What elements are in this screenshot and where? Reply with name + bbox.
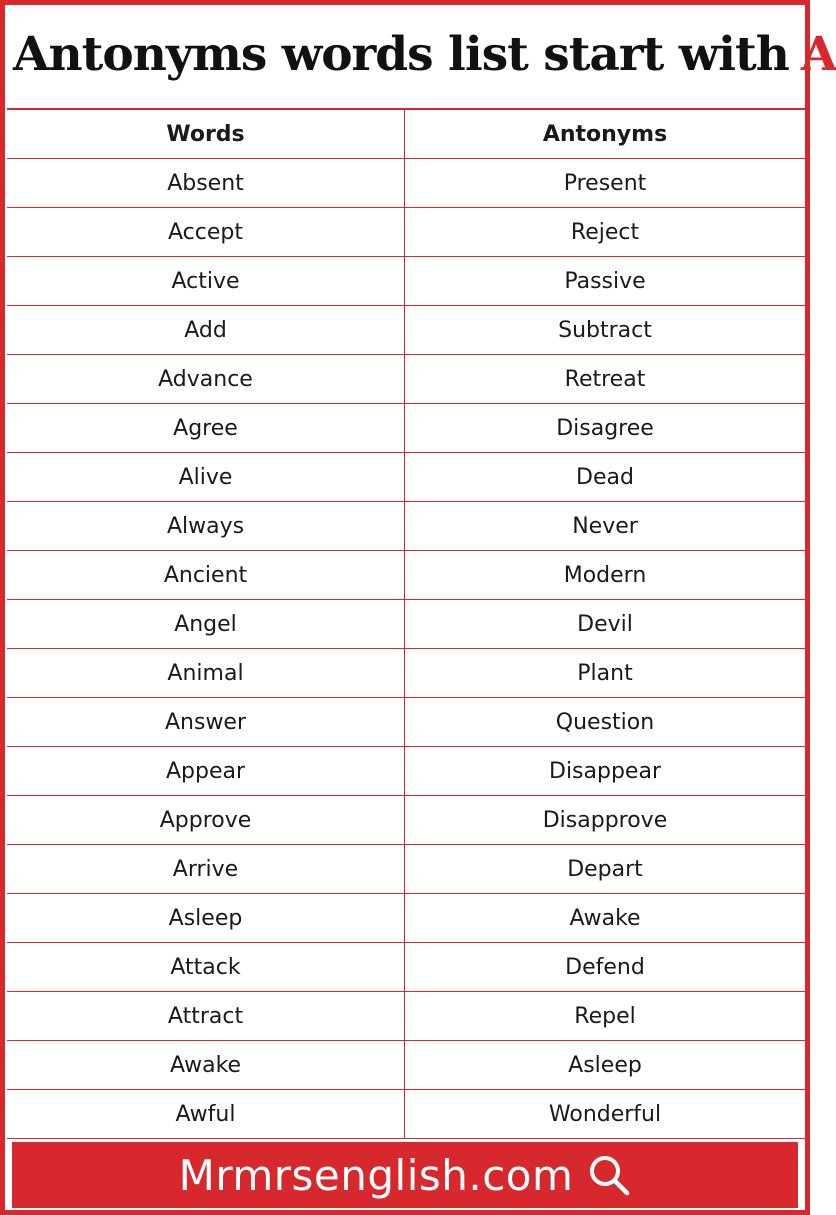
word-cell: Asleep bbox=[7, 894, 405, 942]
table-row bbox=[7, 845, 805, 894]
word-cell: Animal bbox=[7, 649, 405, 697]
antonym-cell: Disapprove bbox=[542, 807, 668, 833]
word-cell: Agree bbox=[7, 404, 405, 452]
antonym-cell: Passive bbox=[564, 268, 646, 294]
antonym-cell: Disagree bbox=[556, 415, 654, 441]
antonym-cell: Defend bbox=[565, 954, 645, 980]
word-cell: Appear bbox=[7, 747, 405, 795]
word-cell: Awake bbox=[7, 1041, 405, 1089]
page-title bbox=[5, 5, 836, 103]
antonym-cell: Dead bbox=[576, 464, 634, 490]
word-cell: Absent bbox=[7, 159, 405, 207]
antonyms-table bbox=[7, 108, 805, 1139]
antonym-cell: Asleep bbox=[568, 1052, 642, 1078]
word-cell: Ancient bbox=[7, 551, 405, 599]
table-row bbox=[7, 208, 805, 257]
column-header-words: Words bbox=[7, 110, 405, 158]
table-row bbox=[7, 600, 805, 649]
table-row bbox=[7, 943, 805, 992]
site-name: Mrmrsenglish.com bbox=[178, 1150, 574, 1200]
word-cell: Accept bbox=[7, 208, 405, 256]
word-cell: Arrive bbox=[7, 845, 405, 893]
table-row bbox=[7, 502, 805, 551]
antonym-cell: Disappear bbox=[549, 758, 661, 784]
word-cell: Attack bbox=[7, 943, 405, 991]
antonym-cell: Reject bbox=[570, 219, 640, 245]
table-row bbox=[7, 257, 805, 306]
antonym-cell: Repel bbox=[574, 1003, 636, 1029]
word-cell: Alive bbox=[7, 453, 405, 501]
table-row bbox=[7, 649, 805, 698]
table-row bbox=[7, 306, 805, 355]
footer-banner[interactable] bbox=[12, 1142, 798, 1208]
word-cell: Attract bbox=[7, 992, 405, 1040]
word-cell: Awful bbox=[7, 1090, 405, 1138]
table-row bbox=[7, 796, 805, 845]
table-row bbox=[7, 747, 805, 796]
antonym-cell: Subtract bbox=[558, 317, 652, 343]
antonym-cell: Question bbox=[555, 709, 655, 735]
word-cell: Active bbox=[7, 257, 405, 305]
word-cell: Advance bbox=[7, 355, 405, 403]
table-row bbox=[7, 992, 805, 1041]
antonym-cell: Modern bbox=[563, 562, 647, 588]
column-header-antonyms: Antonyms bbox=[542, 121, 668, 147]
word-cell: Approve bbox=[7, 796, 405, 844]
antonym-cell: Devil bbox=[577, 611, 633, 637]
title-accent-letter: A bbox=[800, 26, 836, 82]
search-icon bbox=[587, 1153, 631, 1197]
antonym-cell: Never bbox=[572, 513, 638, 539]
antonym-cell: Wonderful bbox=[548, 1101, 662, 1127]
antonym-cell: Plant bbox=[577, 660, 633, 686]
table-row bbox=[7, 698, 805, 747]
word-cell: Angel bbox=[7, 600, 405, 648]
table-row bbox=[7, 159, 805, 208]
antonym-cell: Awake bbox=[569, 905, 641, 931]
table-row bbox=[7, 1090, 805, 1139]
table-row bbox=[7, 551, 805, 600]
word-cell: Always bbox=[7, 502, 405, 550]
table-body bbox=[7, 159, 805, 1139]
word-cell: Answer bbox=[7, 698, 405, 746]
antonym-cell: Depart bbox=[567, 856, 643, 882]
table-row bbox=[7, 404, 805, 453]
antonym-cell: Present bbox=[563, 170, 647, 196]
word-cell: Add bbox=[7, 306, 405, 354]
title-text: Antonyms words list start with bbox=[13, 26, 789, 82]
table-row bbox=[7, 453, 805, 502]
table-row bbox=[7, 355, 805, 404]
antonym-cell: Retreat bbox=[564, 366, 646, 392]
table-header-row bbox=[7, 110, 805, 159]
table-row bbox=[7, 894, 805, 943]
table-row bbox=[7, 1041, 805, 1090]
